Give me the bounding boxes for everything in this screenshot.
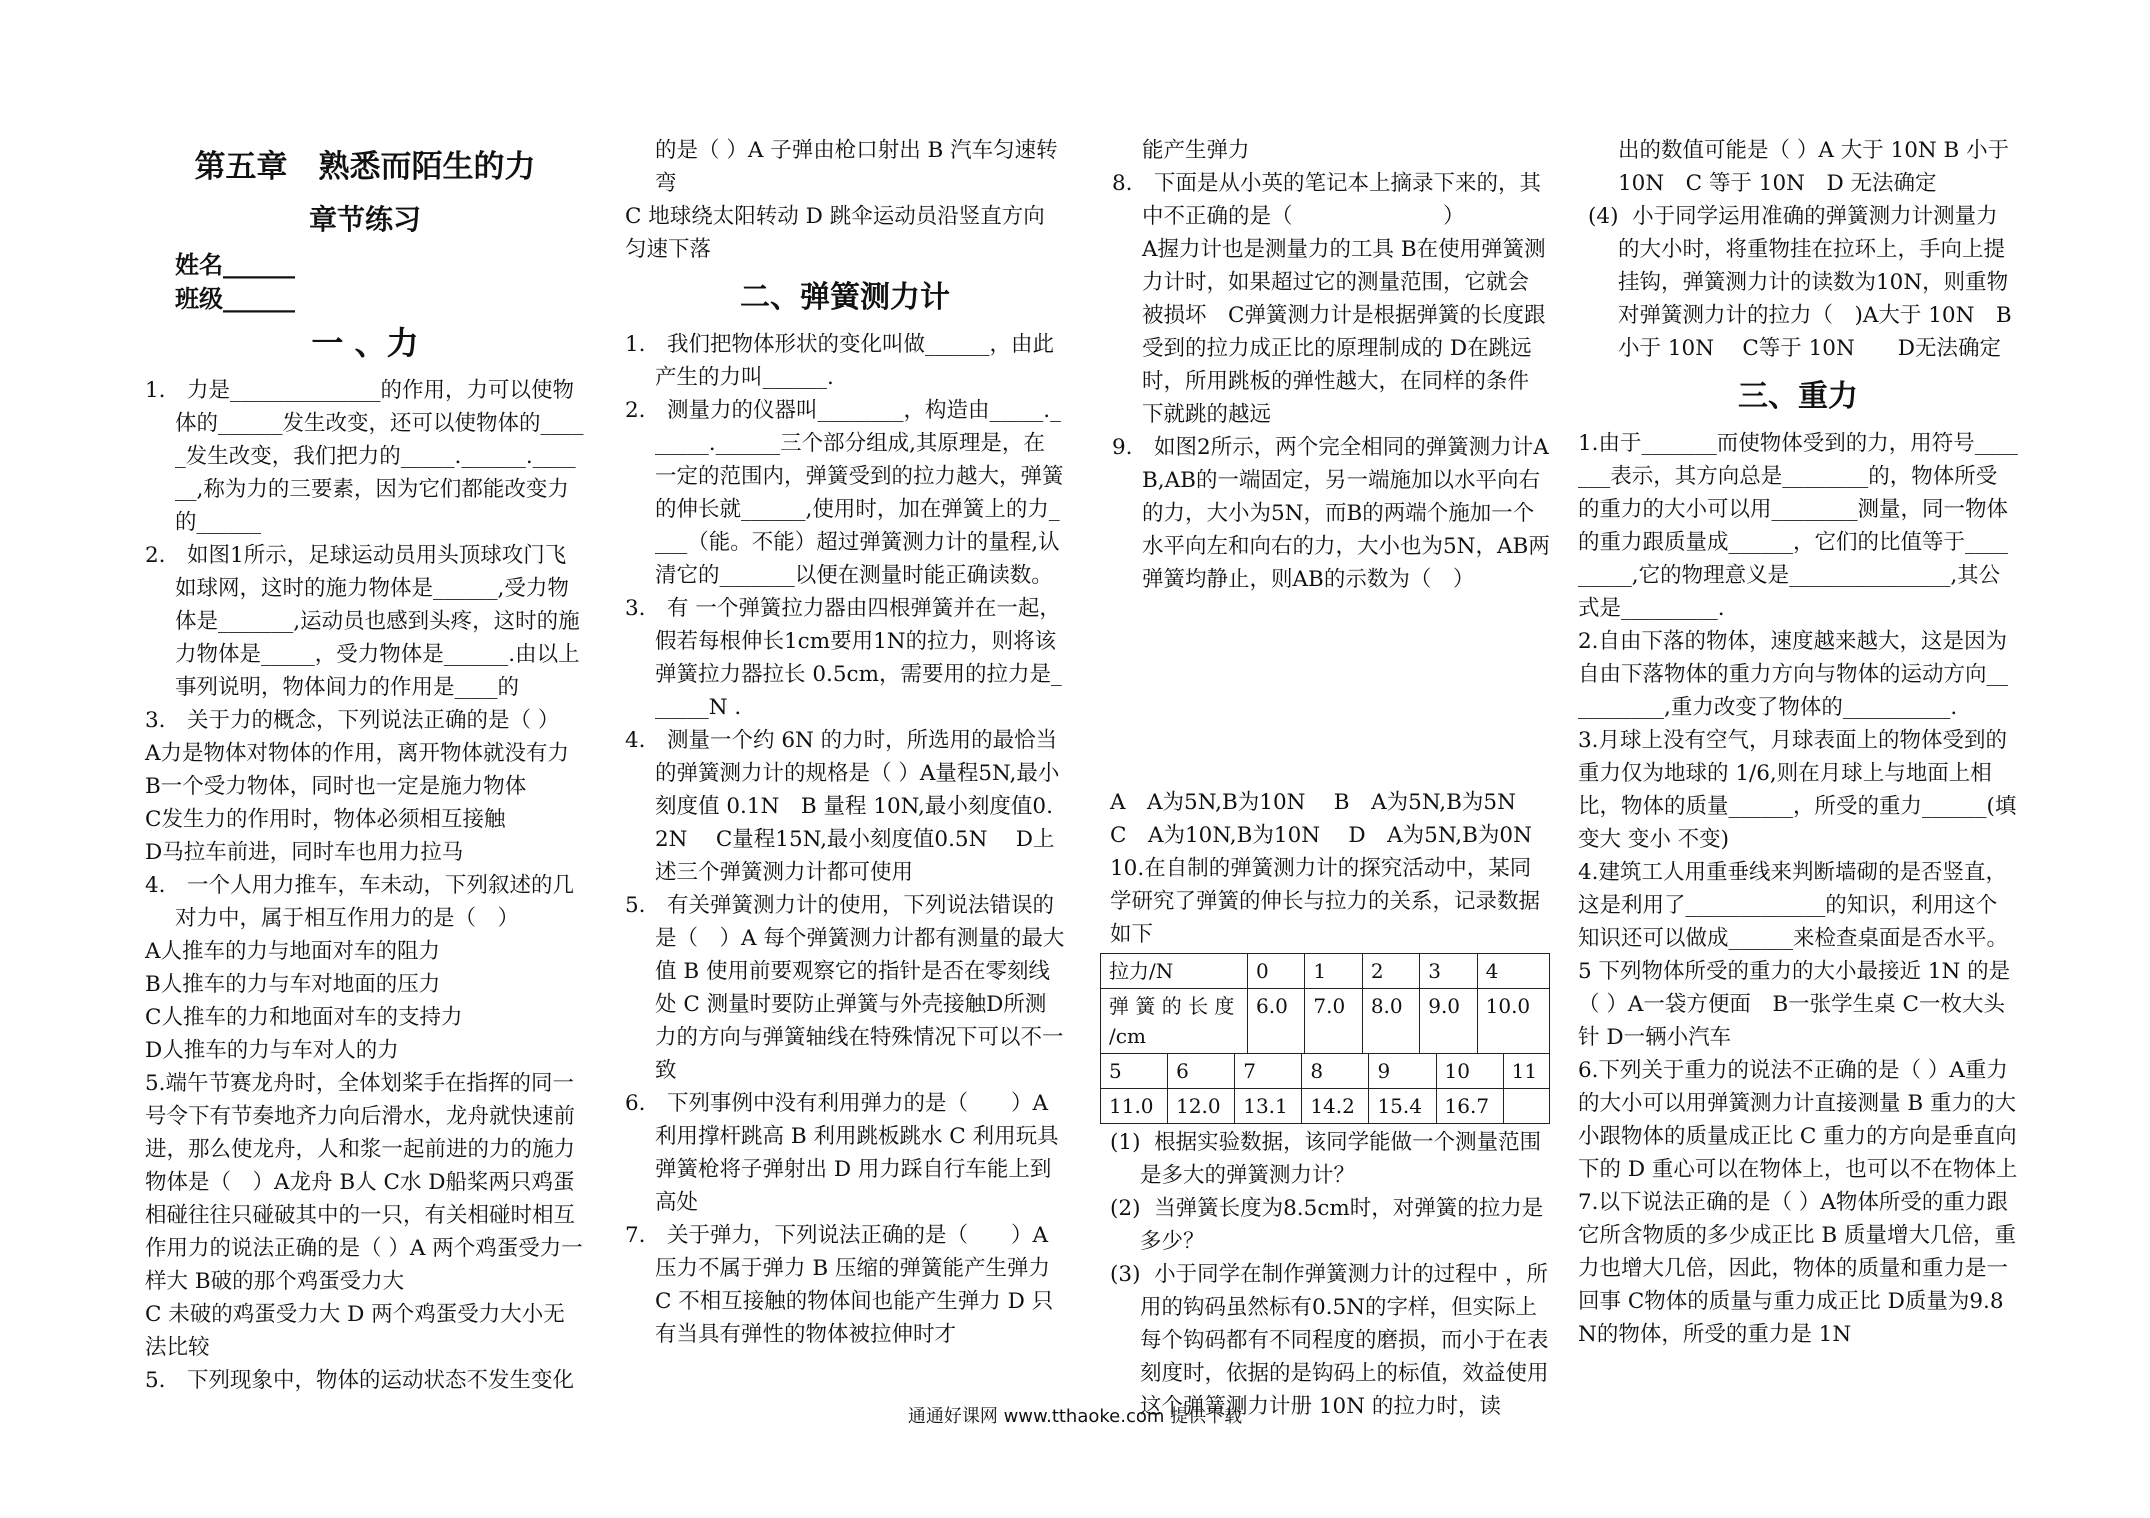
option-text: A人推车的力与地面对车的阻力 — [145, 939, 441, 964]
table-cell: 13.1 — [1235, 1089, 1302, 1124]
question-text: 4. 测量一个约 6N 的力时，所选用的最恰当的弹簧测力计的规格是（ ）A量程5N,最小刻度值 0.1N B 量程 10N,最小刻度值0.2N C量程15N,最小刻度值0.5N D上述三个弹簧测力计都可使用 — [625, 728, 1060, 885]
question-text: 4.建筑工人用重垂线来判断墙砌的是否竖直，这是利用了_____________的知识，利用这个知识还可以做成______来检查桌面是否水平。 — [1578, 860, 2009, 951]
table-cell: 11 — [1503, 1054, 1549, 1089]
question-text: 2. 测量力的仪器叫________，构造由_____.______.______三个部分组成,其原理是，在一定的范围内，弹簧受到的拉力越大，弹簧的伸长就______,使用时，加在弹簧上的力____（能。不能）超过弹簧测力计的量程,认清它的_______以便在测量时能正确读数。 — [625, 398, 1064, 588]
table-cell: 3 — [1420, 954, 1477, 989]
sub-question: (1) 根据实验数据，该同学能做一个测量范围是多大的弹簧测力计？ — [1110, 1130, 1542, 1188]
table-row — [1101, 1089, 1550, 1124]
page-subtitle: 章节练习 — [308, 203, 421, 236]
table-cell: 0 — [1248, 954, 1305, 989]
question-text: 2. 如图1所示，足球运动员用头顶球攻门飞如球网，这时的施力物体是______,受力物体是_______,运动员也感到头疼，这时的施力物体是_____，受力物体是______.由以上事列说明，物体间力的作用是____的 — [145, 543, 580, 700]
section-1-heading: 一 、力 — [311, 324, 419, 362]
table-cell: 10 — [1436, 1054, 1503, 1089]
option-text: A A为5N,B为10N B A为5N,B为5N — [1110, 790, 1516, 815]
question-text: 1. 力是______________的作用，力可以使物体的______发生改变，还可以使物体的_____发生改变，我们把力的_____.______.______,称为力的三要素，因为它们都能改变力的______ — [145, 378, 584, 535]
question-text: 4. 一个人用力推车，车未动，下列叙述的几对力中，属于相互作用力的是（ ） — [145, 873, 575, 931]
option-text: C 地球绕太阳转动 D 跳伞运动员沿竖直方向匀速下落 — [625, 204, 1045, 262]
table-cell: 8.0 — [1362, 989, 1419, 1054]
question-text: 3.月球上没有空气，月球表面上的物体受到的重力仅为地球的 1/6,则在月球上与地面上相比，物体的质量______，所受的重力______(填变大 变小 不变) — [1578, 728, 2017, 852]
table-cell: 2 — [1362, 954, 1419, 989]
column-2 — [625, 134, 1065, 1351]
table-cell: 12.0 — [1168, 1089, 1235, 1124]
table-row — [1101, 989, 1550, 1054]
sub-question: (4) 小于同学运用准确的弹簧测力计测量力的大小时，将重物挂在拉环上，手向上提挂钩，弹簧测力计的读数为10N，则重物对弹簧测力计的拉力（ )A大于 10N B 小于 10N C等于 10N D无法确定 — [1588, 204, 2019, 361]
table-cell: 拉力/N — [1101, 954, 1248, 989]
question-text: 10.在自制的弹簧测力计的探究活动中，某同学研究了弹簧的伸长与拉力的关系，记录数据如下 — [1110, 856, 1541, 947]
column-1 — [145, 128, 585, 1397]
question-text: 8. 下面是从小英的笔记本上摘录下来的，其中不正确的是（ ） — [1112, 171, 1542, 229]
column-3 — [1100, 134, 1550, 1423]
table-cell: 6 — [1168, 1054, 1235, 1089]
option-text: D人推车的力与车对人的力 — [145, 1038, 399, 1063]
section-2-heading: 二、弹簧测力计 — [740, 280, 950, 315]
table-row — [1101, 954, 1550, 989]
option-text: C人推车的力和地面对车的支持力 — [145, 1005, 463, 1030]
question-text: 的是（ ）A 子弹由枪口射出 B 汽车匀速转弯 — [655, 138, 1058, 196]
figure-2-space — [1100, 596, 1550, 786]
question-text: 出的数值可能是（ ）A 大于 10N B 小于 10N C 等于 10N D 无法确定 — [1618, 138, 2017, 196]
question-text: 能产生弹力 — [1142, 138, 1250, 163]
name-field-label: 姓名______ — [175, 251, 295, 279]
page-footer: 通通好课网 www.tthaoke.com 提供下载 — [907, 1406, 1243, 1427]
question-text: 6.下列关于重力的说法不正确的是（ ）A重力的大小可以用弹簧测力计直接测量 B 重力的大小跟物体的质量成正比 C 重力的方向是垂直向下的 D 重心可以在物体上，也可以不在物体上 — [1578, 1058, 2018, 1182]
table-cell: 4 — [1477, 954, 1549, 989]
column-4 — [1578, 134, 2018, 1351]
table-cell: 5 — [1101, 1054, 1168, 1089]
table-cell: 6.0 — [1248, 989, 1305, 1054]
option-text: B一个受力物体，同时也一定是施力物体 — [145, 774, 527, 799]
table-cell: 16.7 — [1436, 1089, 1503, 1124]
question-text: 6. 下列事例中没有利用弹力的是（ ）A 利用撑杆跳高 B 利用跳板跳水 C 利用玩具弹簧枪将子弹射出 D 用力踩自行车能上到高处 — [625, 1091, 1059, 1215]
class-field-label: 班级______ — [175, 285, 295, 313]
option-text: B人推车的力与车对地面的压力 — [145, 972, 441, 997]
question-text: 1.由于_______而使物体受到的力，用符号_______表示，其方向总是________的，物体所受的重力的大小可以用________测量，同一物体的重力跟质量成______，它们的比值等于_________,它的物理意义是_______________,其公式是_________. — [1578, 431, 2018, 621]
table-cell — [1503, 1089, 1549, 1124]
chapter-title: 第五章 熟悉而陌生的力 — [194, 149, 536, 185]
question-text: 5.端午节赛龙舟时，全体划桨手在指挥的同一号令下有节奏地齐力向后滑水，龙舟就快速前进，那么使龙舟，人和浆一起前进的力的施力物体是（ ）A龙舟 B人 C水 D船桨两只鸡蛋相碰往往只碰破其中的一只，有关相碰时相互作用力的说法正确的是（ ）A 两个鸡蛋受力一样大 B破的那个鸡蛋受力大 — [145, 1071, 583, 1294]
option-text: C发生力的作用时，物体必须相互接触 — [145, 807, 506, 832]
table-cell: 9 — [1369, 1054, 1436, 1089]
question-text: 2.自由下落的物体，速度越来越大，这是因为自由下落物体的重力方向与物体的运动方向__________,重力改变了物体的__________. — [1578, 629, 2009, 720]
question-text: 5. 有关弹簧测力计的使用，下列说法错误的是（ ）A 每个弹簧测力计都有测量的最大值 B 使用前要观察它的指针是否在零刻线处 C 测量时要防止弹簧与外壳接触D所测力的方向与弹簧轴线在特殊情况下可以不一致 — [625, 893, 1065, 1083]
table-cell: 9.0 — [1420, 989, 1477, 1054]
table-cell: 7.0 — [1305, 989, 1362, 1054]
question-text: 5. 下列现象中，物体的运动状态不发生变化 — [145, 1368, 575, 1393]
sub-question: (2) 当弹簧长度为8.5cm时，对弹簧的拉力是多少？ — [1110, 1196, 1544, 1254]
table-cell: 10.0 — [1477, 989, 1549, 1054]
question-text: 7. 关于弹力，下列说法正确的是（ ）A 压力不属于弹力 B 压缩的弹簧能产生弹力 C 不相互接触的物体间也能产生弹力 D 只有当具有弹性的物体被拉伸时才 — [625, 1223, 1057, 1347]
table-cell: 14.2 — [1302, 1089, 1369, 1124]
spring-data-table — [1100, 953, 1550, 1054]
table-cell: 15.4 — [1369, 1089, 1436, 1124]
option-text: C A为10N,B为10N D A为5N,B为0N — [1110, 823, 1532, 848]
name-class-row — [175, 248, 585, 316]
question-text: 5 下列物体所受的重力的大小最接近 1N 的是（ ）A一袋方便面 B一张学生桌 C一枚大头针 D一辆小汽车 — [1578, 959, 2011, 1050]
table-cell: 弹 簧 的 长 度 /cm — [1101, 989, 1248, 1054]
question-text: 9. 如图2所示，两个完全相同的弹簧测力计AB,AB的一端固定，另一端施加以水平向右的力，大小为5N，而B的两端个施加一个水平向左和向右的力，大小也为5N，AB两弹簧均静止，则AB的示数为（ ） — [1112, 435, 1550, 592]
option-text: C 未破的鸡蛋受力大 D 两个鸡蛋受力大小无法比较 — [145, 1302, 565, 1360]
option-text: A握力计也是测量力的工具 B在使用弹簧测力计时，如果超过它的测量范围，它就会被损坏 C弹簧测力计是根据弹簧的长度跟受到的拉力成正比的原理制成的 D在跳远时，所用跳板的弹性越大，在同样的条件下就跳的越远 — [1142, 237, 1546, 427]
question-text: 3. 有 一个弹簧拉力器由四根弹簧并在一起，假若每根伸长1cm要用1N的拉力，则将该弹簧拉力器拉长 0.5cm，需要用的拉力是______N . — [625, 596, 1062, 720]
spring-data-table-2 — [1100, 1053, 1550, 1124]
table-cell: 8 — [1302, 1054, 1369, 1089]
option-text: A力是物体对物体的作用，离开物体就没有力 — [145, 741, 570, 766]
question-text: 3. 关于力的概念，下列说法正确的是（ ） — [145, 708, 560, 733]
option-text: D马拉车前进，同时车也用力拉马 — [145, 840, 464, 865]
table-cell: 1 — [1305, 954, 1362, 989]
sub-question: (3) 小于同学在制作弹簧测力计的过程中 ，所用的钩码虽然标有0.5N的字样，但实际上每个钩码都有不同程度的磨损，而小于在表刻度时，依据的是钩码上的标值，效益使用这个弹簧测力计册 10N 的拉力时，读 — [1110, 1262, 1549, 1419]
table-cell: 11.0 — [1101, 1089, 1168, 1124]
section-3-heading: 三、重力 — [1738, 379, 1858, 414]
question-text: 7.以下说法正确的是（ ）A物体所受的重力跟它所含物质的多少成正比 B 质量增大几倍，重力也增大几倍，因此，物体的质量和重力是一回事 C物体的质量与重力成正比 D质量为9.8N的物体，所受的重力是 1N — [1578, 1190, 2016, 1347]
table-cell: 7 — [1235, 1054, 1302, 1089]
table-row — [1101, 1054, 1550, 1089]
question-text: 1. 我们把物体形状的变化叫做______，由此产生的力叫______. — [625, 332, 1055, 390]
